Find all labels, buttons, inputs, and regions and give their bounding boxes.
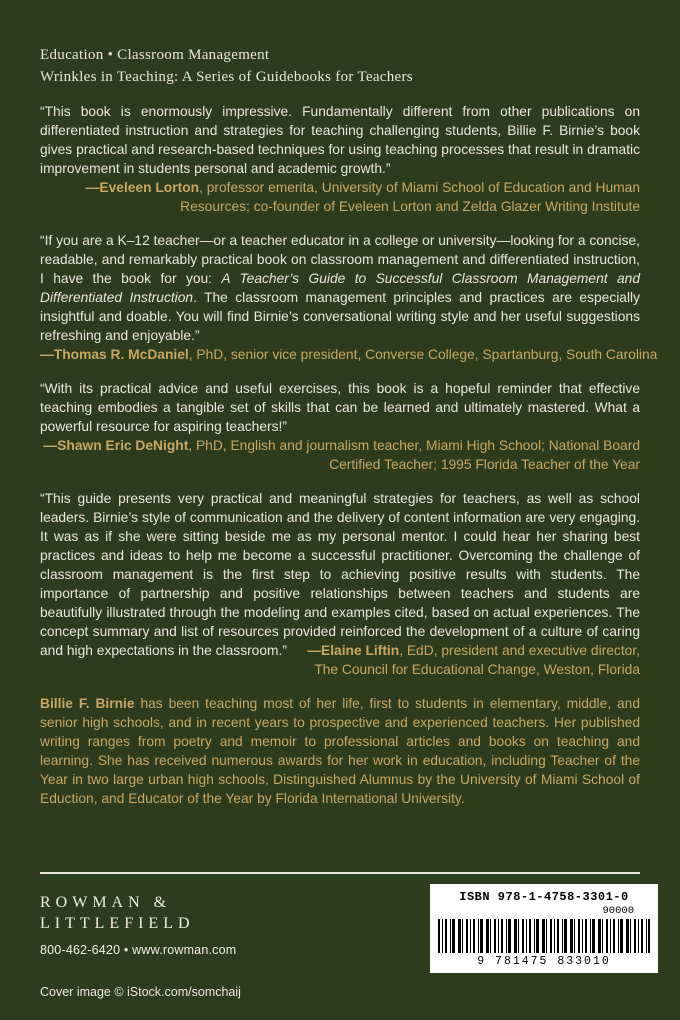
endorsement-blurb-4 — [40, 489, 640, 679]
publisher-logo-line1: ROWMAN & — [40, 894, 172, 911]
footer — [40, 872, 658, 999]
barcode — [430, 884, 658, 973]
quote-text: . The classroom management principles and practices are especially insightful and doable. You will find Birnie’s conversational writing style and her useful suggestions refreshing and enjoyable.” — [40, 290, 640, 343]
cover-credit: Cover image © iStock.com/somchaij — [40, 985, 241, 999]
attribution-detail: , professor emerita, University of Miami School of Education and Human Resources; co-founder of Eveleen Lorton and Zelda Glazer Writing Institute — [180, 180, 640, 214]
publisher-contact: 800-462-6420 • www.rowman.com — [40, 943, 237, 957]
author-name: Billie F. Birnie — [40, 696, 135, 711]
series-line: Wrinkles in Teaching: A Series of Guidebooks for Teachers — [40, 69, 413, 85]
author-bio-text: has been teaching most of her life, first to students in elementary, middle, and senior high schools, and in recent years to prospective and experienced teachers. Her published writing ranges from poetry and memoir to professional articles and books on teaching and learning. She has received numerous awards for her work in education, including Teacher of the Year in two large urban high schools, Distinguished Alumnus by the University of Miami School of Eduction, and Educator of the Year by Florida International University. — [40, 696, 641, 806]
blurb-quote — [40, 379, 640, 436]
footer-row — [40, 884, 658, 973]
endorsement-blurb-1 — [40, 102, 640, 216]
attribution-detail: , EdD, president and executive director, — [399, 643, 640, 658]
barcode-bars — [438, 919, 650, 953]
blurb-attribution — [40, 178, 640, 216]
category-line: Education • Classroom Management — [40, 47, 270, 63]
price-code: 90000 — [602, 905, 634, 917]
quote-book-title: A Teacher’s Guide to Successful Classroom Management and Differentiated Instruction — [40, 271, 640, 305]
attribution-name: —Eveleen Lorton — [85, 180, 200, 195]
isbn-label: ISBN 978-1-4758-3301-0 — [459, 890, 629, 904]
attribution-name: —Elaine Liftin — [307, 643, 400, 658]
blurb-attribution — [40, 345, 658, 364]
quote-text: “This guide presents very practical and meaningful strategies for teachers, as well as school leaders. Birnie’s style of communication and the delivery of content information are very engaging. It was as if she were sitting beside me as my personal mentor. I could hear her sharing best practices and ideas to help me become a successful practitioner. Overcoming the challenge of classroom management is the first step to achieving positive results with students. The importance of partnership and positive relationships between teachers and students are beautifully illustrated through the modeling and examples cited, based on actual experiences. The concept summary and list of resources provided reinforced the development of a culture of caring and high expectations in the classroom.” — [40, 491, 640, 658]
attribution-name: —Shawn Eric DeNight — [43, 438, 189, 453]
attribution-name: —Thomas R. McDaniel — [40, 347, 189, 362]
quote-text: “If you are a K–12 teacher—or a teacher educator in a college or university—looking for a concise, readable, and remarkably practical book on classroom management and differentiated instruction, I have the book for you: — [40, 233, 640, 286]
attribution-detail: , PhD, English and journalism teacher, Miami High School; National Board Certified Teacher; 1995 Florida Teacher of the Year — [188, 438, 640, 472]
blurb-quote — [40, 102, 640, 178]
author-bio — [40, 694, 640, 808]
barcode-digits: 9 781475 833010 — [477, 955, 611, 968]
blurb-attribution-line2: The Council for Educational Change, Weston, Florida — [314, 662, 640, 677]
endorsement-blurb-3 — [40, 379, 640, 474]
endorsement-blurb-2 — [40, 231, 658, 364]
attribution-detail: , PhD, senior vice president, Converse College, Spartanburg, South Carolina — [188, 347, 658, 362]
divider-rule — [40, 872, 640, 874]
publisher-block — [40, 884, 236, 957]
publisher-logo-line2: LITTLEFIELD — [40, 915, 195, 932]
blurb-attribution — [40, 436, 640, 474]
quote-text: “With its practical advice and useful exercises, this book is a hopeful reminder that effective teaching embodies a tangible set of skills that can be learned and ultimately mastered. What a powerful resource for aspiring teachers!” — [40, 381, 640, 434]
blurb-quote — [40, 489, 640, 660]
header — [40, 44, 640, 88]
blurb-quote — [40, 231, 640, 345]
quote-text: “This book is enormously impressive. Fundamentally different from other publications on differentiated instruction and strategies for teaching challenging students, Billie F. Birnie’s book gives practical and research-based techniques for using teaching processes that result in dramatic improvement in students personal and academic growth.” — [40, 104, 640, 176]
